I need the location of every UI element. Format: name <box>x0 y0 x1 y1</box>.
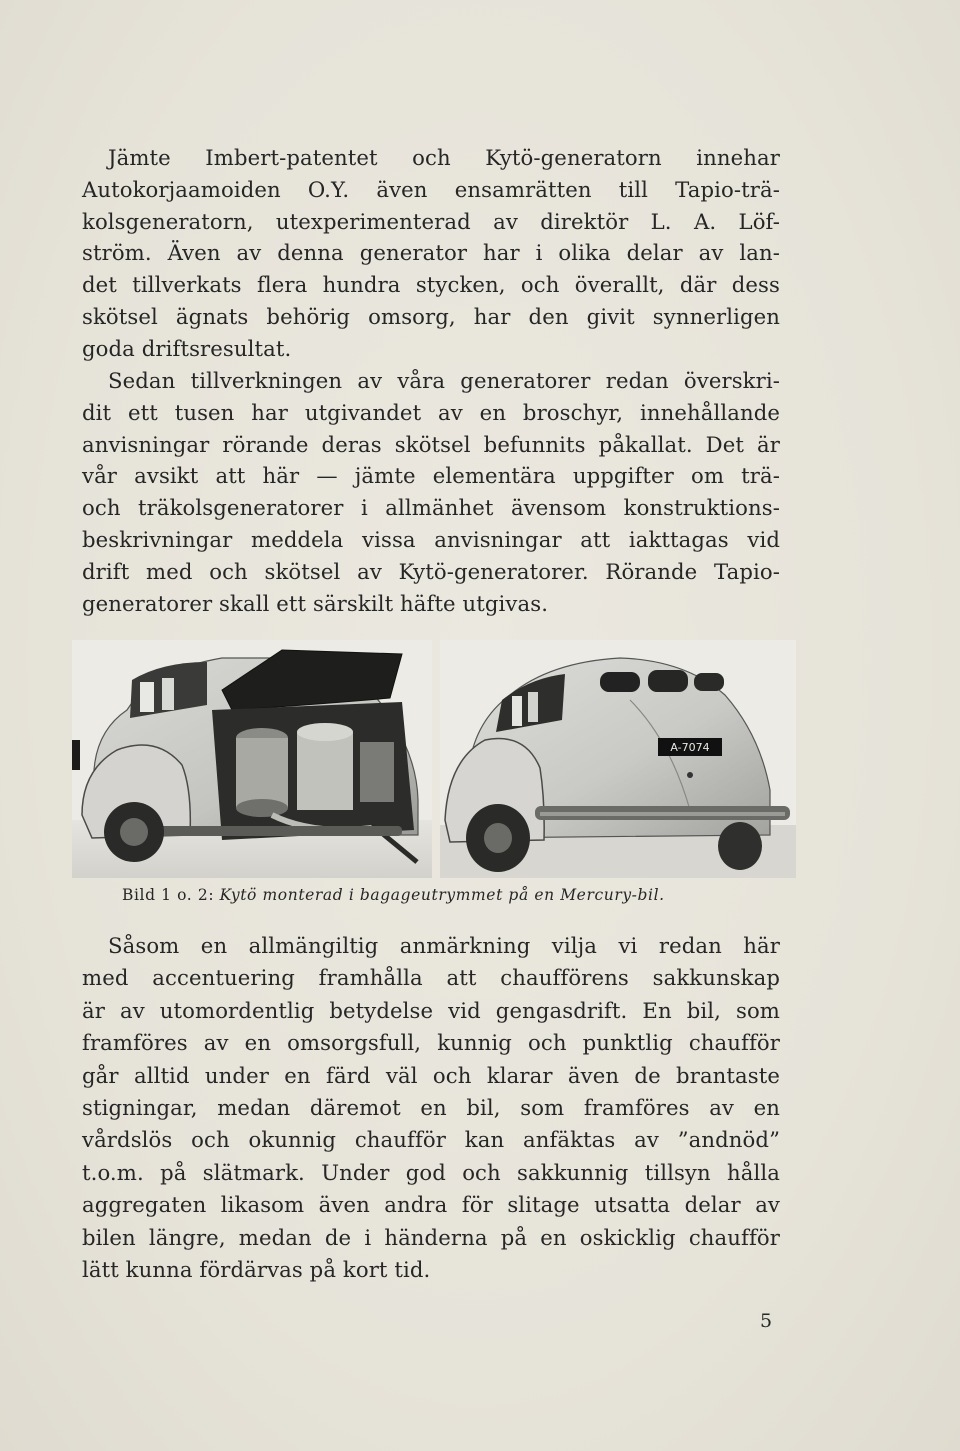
page-number: 5 <box>760 1310 773 1332</box>
caption-text: Kytö monterad i bagageutrymmet på en Mercury-bil. <box>219 886 665 904</box>
text-line: beskrivningar meddela vissa anvisningar att iakttagas vid <box>82 526 780 552</box>
text-line: kolsgeneratorn, utexperimenterad av direktör L. A. Löf- <box>82 208 780 234</box>
text-line: Autokorjaamoiden O.Y. även ensamrätten till Tapio-trä- <box>82 176 780 202</box>
text-line: anvisningar rörande deras skötsel befunnits påkallat. Det är <box>82 431 780 457</box>
text-line: framföres av en omsorgsfull, kunnig och punktlig chaufför <box>82 1030 780 1056</box>
text-line: vår avsikt att här — jämte elementära uppgifter om trä- <box>82 463 780 489</box>
caption-label: Bild 1 o. 2: <box>122 886 215 904</box>
paragraph-1 <box>82 142 780 365</box>
text-line: Såsom en allmängiltig anmärkning vilja vi redan här <box>108 933 780 958</box>
figure-photos <box>72 640 796 880</box>
text-line: är av utomordentlig betydelse vid gengasdrift. En bil, som <box>82 997 780 1023</box>
text-line: t.o.m. på slätmark. Under god och sakkunnig tillsyn hålla <box>82 1159 780 1185</box>
text-line: Sedan tillverkningen av våra generatorer redan överskri- <box>108 368 780 393</box>
text-line: med accentuering framhålla att chaufförens sakkunskap <box>82 965 780 991</box>
photo-car-trunk-open <box>72 640 432 878</box>
text-line: drift med och skötsel av Kytö-generatorer. Rörande Tapio- <box>82 558 780 584</box>
text-line: går alltid under en färd väl och klarar även de brantaste <box>82 1062 780 1088</box>
figure-caption <box>122 886 665 904</box>
text-line: stigningar, medan däremot en bil, som framföres av en <box>82 1094 780 1120</box>
text-line: det tillverkats flera hundra stycken, och överallt, där dess <box>82 272 780 298</box>
text-line: generatorer skall ett särskilt häfte utgivas. <box>82 590 549 616</box>
text-line: och träkolsgeneratorer i allmänhet ävensom konstruktions- <box>82 495 780 521</box>
text-line: ström. Även av denna generator har i olika delar av lan- <box>82 240 780 266</box>
text-line: goda driftsresultat. <box>82 335 292 361</box>
license-plate-text: A-7074 <box>670 741 710 754</box>
text-line: skötsel ägnats behörig omsorg, har den givit synnerligen <box>82 303 780 329</box>
text-line: aggregaten likasom även andra för slitage utsatta delar av <box>82 1192 780 1218</box>
text-line: Jämte Imbert-patentet och Kytö-generatorn innehar <box>108 145 780 170</box>
paragraph-3 <box>82 930 780 1286</box>
text-line: lätt kunna fördärvas på kort tid. <box>82 1256 431 1282</box>
text-line: dit ett tusen har utgivandet av en broschyr, innehållande <box>82 399 780 425</box>
text-line: vårdslös och okunnig chaufför kan anfäktas av ”andnöd” <box>82 1127 780 1153</box>
photo-car-rear-closed <box>440 640 796 878</box>
text-line: bilen längre, medan de i händerna på en oskicklig chaufför <box>82 1224 780 1250</box>
paragraph-2 <box>82 365 780 619</box>
